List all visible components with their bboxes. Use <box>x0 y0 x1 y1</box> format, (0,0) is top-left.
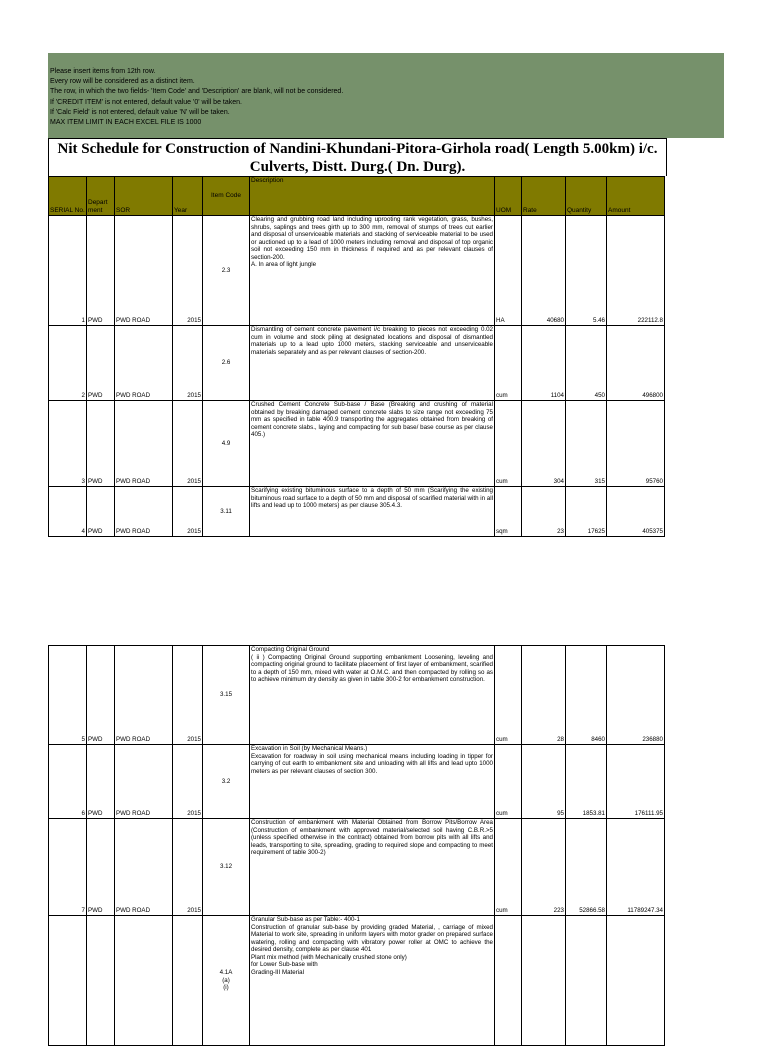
cell-department: PWD <box>87 646 115 745</box>
cell-rate: 40680 <box>522 216 566 326</box>
col-header-amount: Amount <box>607 177 665 216</box>
cell-item-code: 2.3 <box>203 216 250 326</box>
cell-sor: PWD ROAD <box>115 646 173 745</box>
cell-uom: cum <box>495 401 522 487</box>
cell-item-code: 2.6 <box>203 326 250 401</box>
cell-quantity: 450 <box>566 326 607 401</box>
cell-quantity <box>566 916 607 1046</box>
cell-sor: PWD ROAD <box>115 487 173 537</box>
cell-rate: 23 <box>522 487 566 537</box>
cell-uom: cum <box>495 745 522 819</box>
cell-serial <box>49 916 87 1046</box>
cell-year: 2015 <box>173 646 203 745</box>
cell-description: Clearing and grubbing road land including uprooting rank vegetation, grass, bushes, shrubs, saplings and trees girth up to 300 mm, removal of stumps of trees cut earlier and disposal of unserviceable materials and stacking of serviceable material to be used or auctioned up to a lead of 1000 meters including removal and disposal of top organic soil not exceeding 150 mm in thickness if required and as per relevant clauses of section-200. A. In area of light jungle <box>250 216 495 326</box>
table-row <box>49 216 665 326</box>
cell-uom: cum <box>495 326 522 401</box>
cell-quantity: 315 <box>566 401 607 487</box>
cell-sor: PWD ROAD <box>115 819 173 916</box>
cell-uom: cum <box>495 646 522 745</box>
cell-year: 2015 <box>173 401 203 487</box>
cell-description: Construction of embankment with Material Obtained from Borrow Pits/Borrow Area (Construction of embankment with approved material/selected soil having C.B.R.>5 (unless specified otherwise in the contract) obtained from borrow pits with all lifts and leads, transporting to site, spreading, grading to required slope and compacting to meet requirement of table 300-2) <box>250 819 495 916</box>
cell-quantity: 5.46 <box>566 216 607 326</box>
cell-department: PWD <box>87 819 115 916</box>
cell-year: 2015 <box>173 819 203 916</box>
cell-department: PWD <box>87 326 115 401</box>
cell-sor <box>115 916 173 1046</box>
col-header-sor: SOR <box>115 177 173 216</box>
cell-item-code: 3.2 <box>203 745 250 819</box>
sheet-title: Nit Schedule for Construction of Nandini-Khundani-Pitora-Girhola road( Length 5.00km) i/c. Culverts, Distt. Durg.( Dn. Durg). <box>48 138 667 176</box>
instruction-line: The row, in which the two fields- 'Item Code' and 'Description' are blank, will not be considered. <box>50 88 344 96</box>
cell-serial: 7 <box>49 819 87 916</box>
col-header-serial: SERIAL No. <box>49 177 87 216</box>
cell-rate: 1104 <box>522 326 566 401</box>
cell-quantity: 52866.58 <box>566 819 607 916</box>
cell-amount: 11789247.34 <box>607 819 665 916</box>
col-header-item-code: Item Code <box>203 177 250 216</box>
schedule-table-page-1 <box>48 176 665 537</box>
cell-uom <box>495 916 522 1046</box>
cell-uom: cum <box>495 819 522 916</box>
col-header-department: Depart ment <box>87 177 115 216</box>
cell-department: PWD <box>87 216 115 326</box>
cell-year: 2015 <box>173 326 203 401</box>
cell-amount: 222112.8 <box>607 216 665 326</box>
instruction-line: Every row will be considered as a distinct item. <box>50 78 195 86</box>
cell-amount: 405375 <box>607 487 665 537</box>
cell-amount: 176111.95 <box>607 745 665 819</box>
cell-rate: 304 <box>522 401 566 487</box>
cell-department: PWD <box>87 401 115 487</box>
cell-serial: 5 <box>49 646 87 745</box>
cell-rate: 95 <box>522 745 566 819</box>
table-row <box>49 916 665 1046</box>
instruction-line: Please insert items from 12th row. <box>50 68 156 75</box>
table-row <box>49 819 665 916</box>
cell-department <box>87 916 115 1046</box>
table-row <box>49 487 665 537</box>
cell-quantity: 17625 <box>566 487 607 537</box>
instruction-line: If 'Calc Field' is not entered, default value 'N' will be taken. <box>50 108 230 116</box>
cell-amount: 496800 <box>607 326 665 401</box>
table-row <box>49 646 665 745</box>
cell-description: Scarifying existing bituminous surface to a depth of 50 mm (Scarifying the existing bituminous road surface to a depth of 50 mm and disposal of scarified material with in all lifts and lead up to 1000 meters) as per clause 305.4.3. <box>250 487 495 537</box>
cell-description: Granular Sub-base as per Table:- 400-1 Construction of granular sub-base by providing graded Material, , carriage of mixed Material to work site, spreading in uniform layers with motor grader on prepared surface watering, rolling and compacting with vibratory power roller at OMC to achieve the desired density, complete as per clause 401 Plant mix method (with Mechanically crushed stone only) for Lower Sub-base with Grading-III Material <box>250 916 495 1046</box>
cell-amount: 95760 <box>607 401 665 487</box>
instruction-line: If 'CREDIT ITEM' is not entered, default value '0' will be taken. <box>50 98 242 106</box>
cell-serial: 3 <box>49 401 87 487</box>
col-header-quantity: Quantity <box>566 177 607 216</box>
header-row <box>49 177 665 216</box>
cell-serial: 1 <box>49 216 87 326</box>
table-row <box>49 745 665 819</box>
cell-item-code: 4.1A (a) (i) <box>203 916 250 1046</box>
cell-quantity: 1853.81 <box>566 745 607 819</box>
cell-description: Compacting Original Ground ( ii ) Compacting Original Ground supporting embankment Loosening, leveling and compacting original ground to facilitate placement of first layer of embankment, scarified to a depth of 150 mm, mixed with water at O.M.C. and then compacted by rolling so as to achieve minimum dry density as given in table 300-2 for embankment construction. <box>250 646 495 745</box>
cell-department: PWD <box>87 745 115 819</box>
cell-sor: PWD ROAD <box>115 326 173 401</box>
cell-department: PWD <box>87 487 115 537</box>
instructions-banner <box>48 53 724 138</box>
cell-year <box>173 916 203 1046</box>
cell-item-code: 3.12 <box>203 819 250 916</box>
cell-year: 2015 <box>173 745 203 819</box>
table-row <box>49 401 665 487</box>
instruction-line: MAX ITEM LIMIT IN EACH EXCEL FILE IS 1000 <box>50 119 202 127</box>
cell-rate: 28 <box>522 646 566 745</box>
cell-year: 2015 <box>173 216 203 326</box>
cell-year: 2015 <box>173 487 203 537</box>
cell-rate: 223 <box>522 819 566 916</box>
cell-description: Excavation in Soil (by Mechanical Means.) Excavation for roadway in soil using mechanical means including loading in tipper for carrying of cut earth to embankment site and unloading with all lifts and lead upto 1000 meters as per relevant clauses of section 300. <box>250 745 495 819</box>
cell-amount <box>607 916 665 1046</box>
cell-rate <box>522 916 566 1046</box>
cell-serial: 4 <box>49 487 87 537</box>
col-header-description: Description <box>250 177 495 216</box>
cell-quantity: 8460 <box>566 646 607 745</box>
cell-description: Dismantling of cement concrete pavement i/c breaking to pieces not exceeding 0.02 cum in volume and stock piling at designated locations and disposal of dismantled materials up to a lead upto 1000 meters, stacking serviceable and unserviceable materials separately and as per relevant clauses of section-200. <box>250 326 495 401</box>
col-header-uom: UOM <box>495 177 522 216</box>
cell-description: Crushed Cement Concrete Sub-base / Base (Breaking and crushing of material obtained by breaking damaged cement concrete slabs to size range not exceeding 75 mm as specified in table 400.9 transporting the aggregates obtained from breaking of cement concrete slabs., laying and compacting for sub base/ base course as per clause 405.) <box>250 401 495 487</box>
cell-serial: 2 <box>49 326 87 401</box>
cell-uom: sqm <box>495 487 522 537</box>
cell-amount: 236880 <box>607 646 665 745</box>
cell-sor: PWD ROAD <box>115 216 173 326</box>
col-header-rate: Rate <box>522 177 566 216</box>
schedule-table-page-2 <box>48 645 665 1046</box>
col-header-year: Year <box>173 177 203 216</box>
cell-uom: HA <box>495 216 522 326</box>
cell-serial: 6 <box>49 745 87 819</box>
cell-sor: PWD ROAD <box>115 401 173 487</box>
cell-item-code: 3.11 <box>203 487 250 537</box>
cell-sor: PWD ROAD <box>115 745 173 819</box>
cell-item-code: 4.9 <box>203 401 250 487</box>
cell-item-code: 3.15 <box>203 646 250 745</box>
table-row <box>49 326 665 401</box>
